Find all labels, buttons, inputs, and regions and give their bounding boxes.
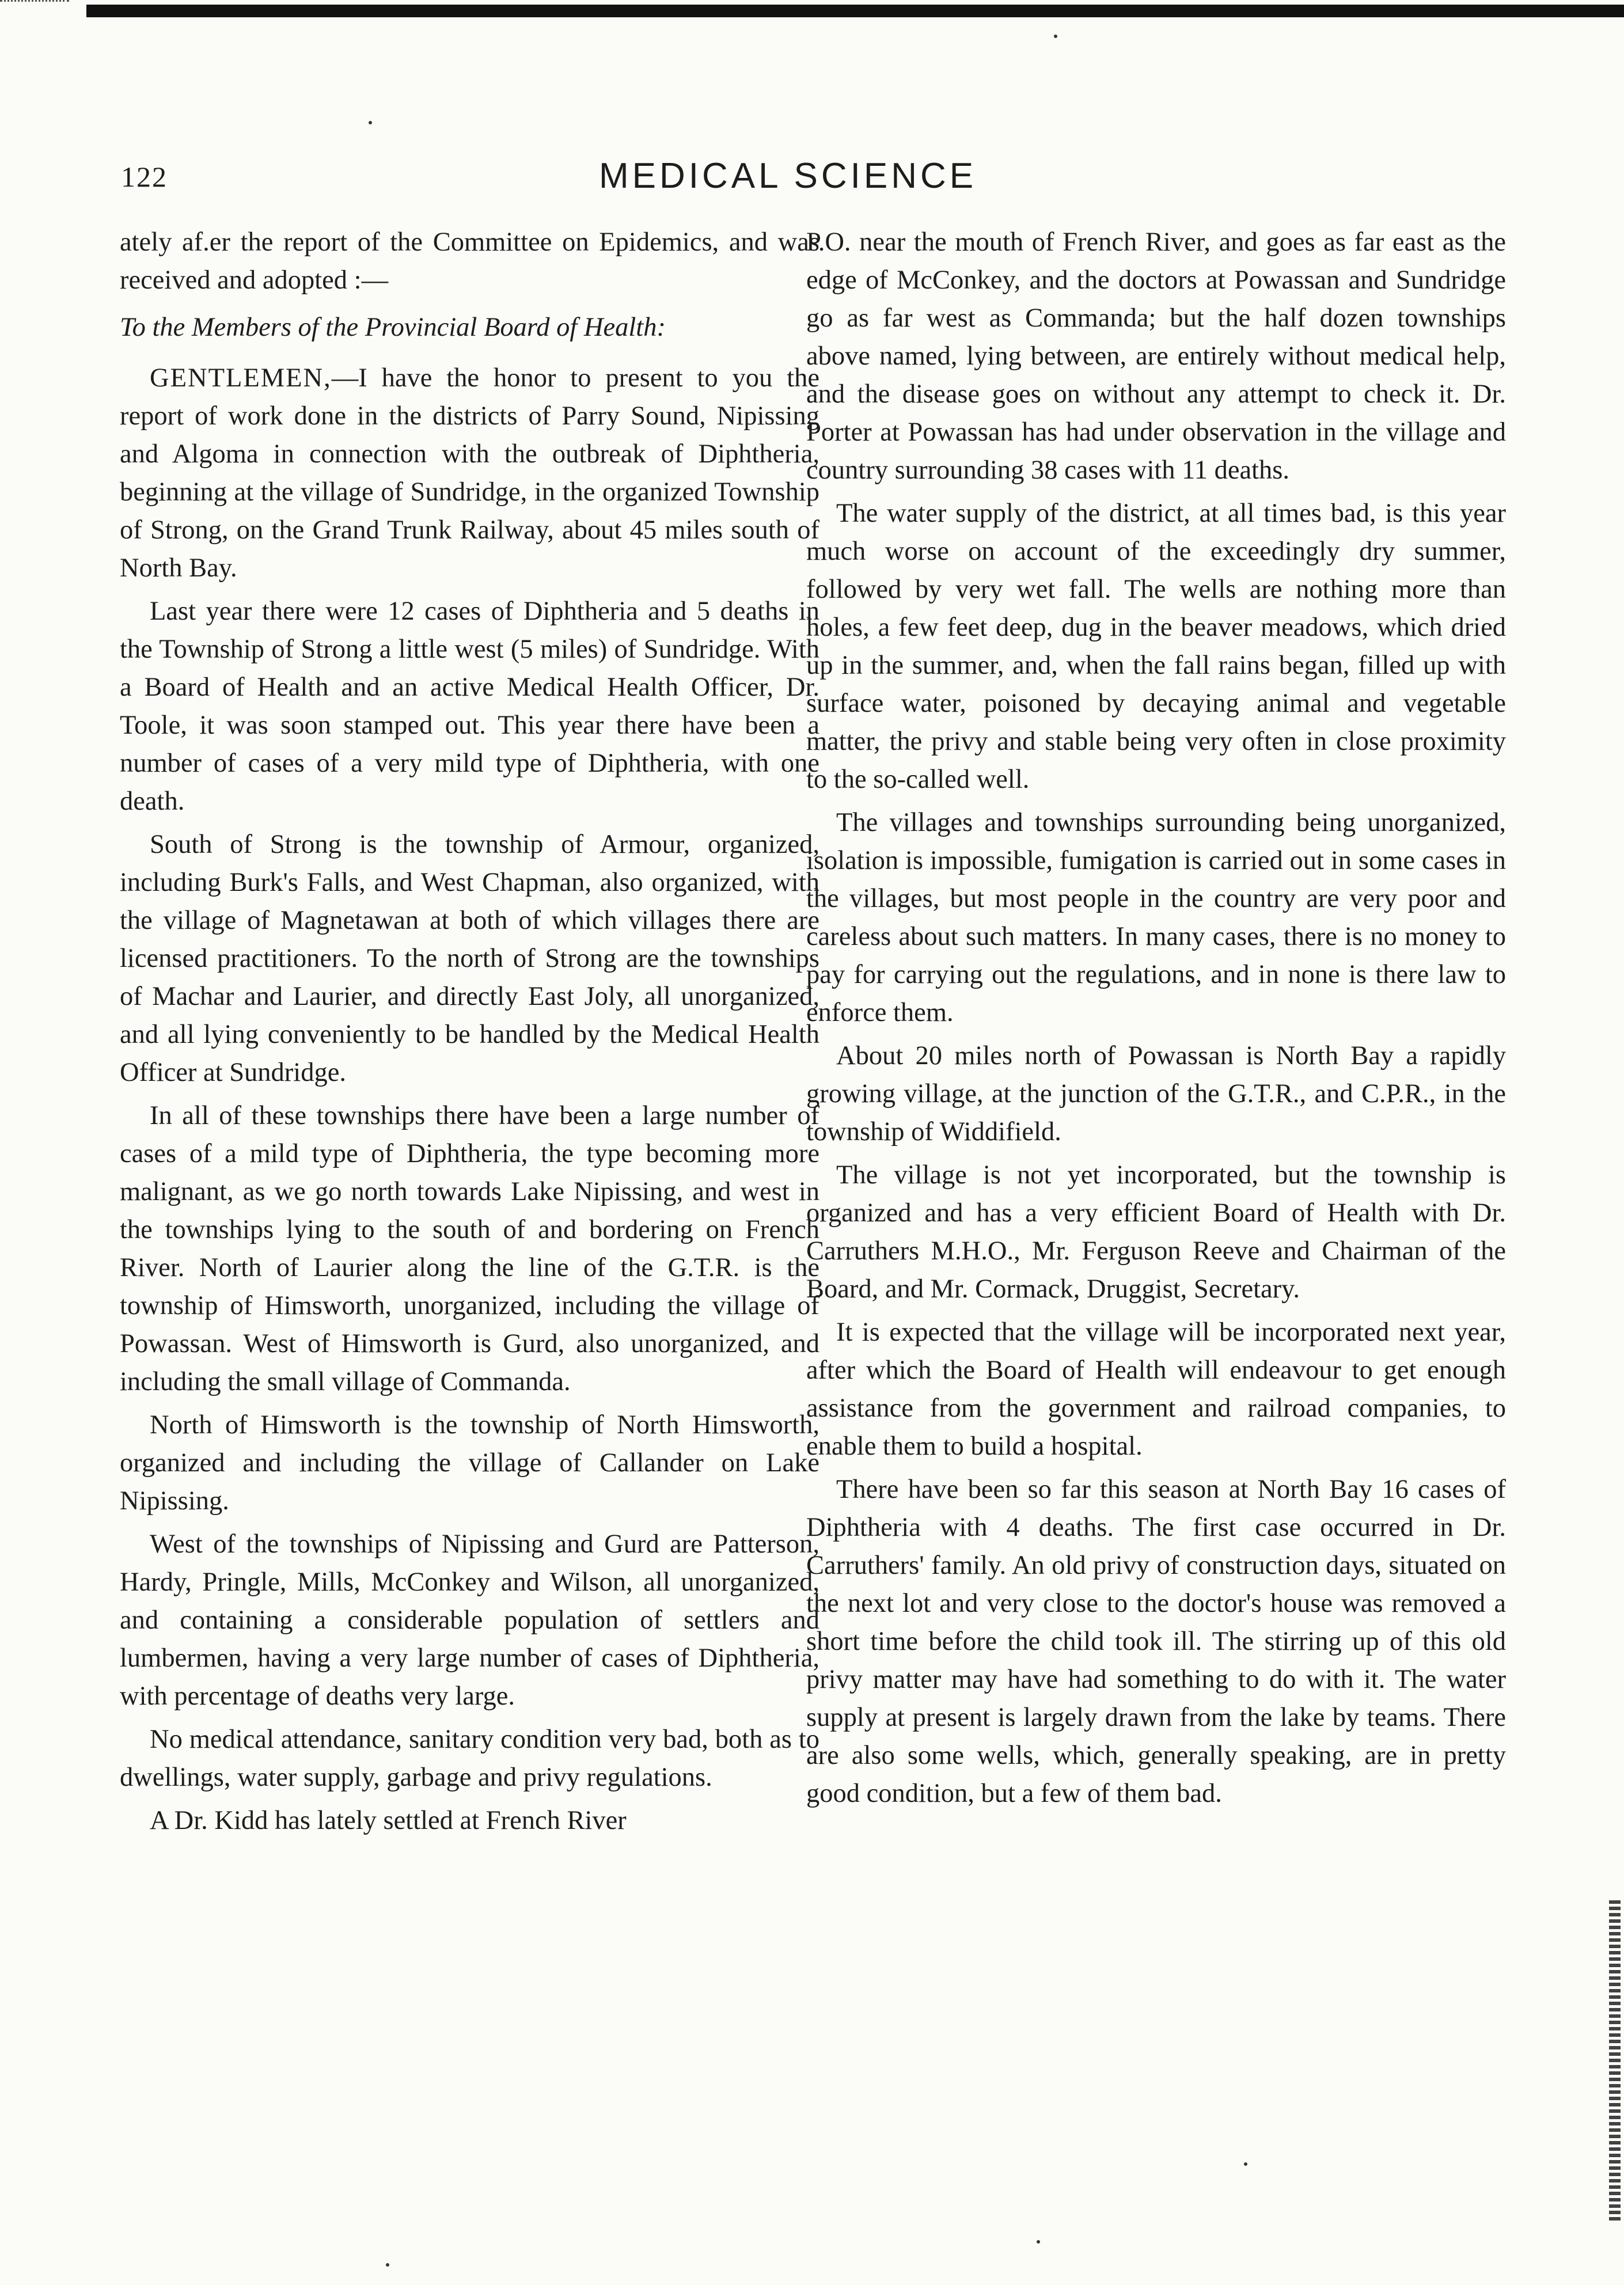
paragraph: The village is not yet incorporated, but the township is organized and has a very efficient Board of Health with Dr. Carruthers M.H.O., Mr. Ferguson Reeve and Chairman of the Board, and Mr. Cormack, Druggist, Secretary. bbox=[806, 1160, 1506, 1304]
paragraph: The villages and townships surrounding being unorganized, isolation is impossible, fumigation is carried out in some cases in the villages, but most people in the country are very poor and careless about such matters. In many cases, there is no money to pay for carrying out the regulations, and in none is there law to enforce them. bbox=[806, 808, 1506, 1027]
paragraph: There have been so far this season at North Bay 16 cases of Diphtheria with 4 deaths. The first case occurred in Dr. Carruthers' family. An old privy of construction days, situated on the next lot and very close to the doctor's house was removed a short time before the child took ill. The stirring up of this old privy matter may have had something to do with it. The water supply at present is largely drawn from the lake by teams. There are also some wells, which, generally speaking, are in pretty good condition, but a few of them bad. bbox=[806, 1475, 1506, 1808]
paragraph: North of Himsworth is the township of North Himsworth, organized and including the village of Callander on Lake Nipissing. bbox=[120, 1410, 819, 1516]
paragraph: A Dr. Kidd has lately settled at French River bbox=[150, 1806, 627, 1835]
speck bbox=[369, 121, 372, 124]
speck bbox=[386, 2263, 389, 2267]
left-column bbox=[120, 223, 819, 1845]
page-edge-artifact bbox=[1609, 1900, 1621, 2223]
scan-artifact bbox=[0, 0, 69, 36]
paragraph: About 20 miles north of Powassan is North Bay a rapidly growing village, at the junction of the G.T.R., and C.P.R., in the township of Widdifield. bbox=[806, 1041, 1506, 1147]
paragraph-text: —I have the honor to present to you the report of work done in the districts of Parry Sound, Nipissing and Algoma in connection with the outbreak of Diphtheria, beginning at the village of Sundridge, in the organized Township of Strong, on the Grand Trunk Railway, about 45 miles south of North Bay. bbox=[120, 363, 819, 583]
paragraph: The water supply of the district, at all times bad, is this year much worse on account of the exceedingly dry summer, followed by very wet fall. The wells are nothing more than holes, a few feet deep, dug in the beaver meadows, which dried up in the summer, and, when the fall rains began, filled up with surface water, poisoned by decaying animal and vegetable matter, the privy and stable being very often in close proximity to the so-called well. bbox=[806, 499, 1506, 794]
salutation-word: GENTLEMEN, bbox=[150, 363, 332, 393]
speck bbox=[1244, 2162, 1247, 2166]
speck bbox=[1054, 35, 1057, 38]
salutation: To the Members of the Provincial Board of Health: bbox=[120, 313, 666, 342]
paragraph: It is expected that the village will be incorporated next year, after which the Board of Health will endeavour to get enough assistance from the government and railroad companies, to enable them to build a hospital. bbox=[806, 1318, 1506, 1461]
top-rule bbox=[86, 5, 1624, 17]
right-column bbox=[806, 223, 1506, 1818]
page-number: 122 bbox=[121, 161, 168, 193]
paragraph: No medical attendance, sanitary condition very bad, both as to dwellings, water supply, garbage and privy regulations. bbox=[120, 1725, 819, 1792]
speck bbox=[1037, 2240, 1040, 2244]
paragraph bbox=[120, 359, 819, 587]
paragraph: In all of these townships there have been a large number of cases of a mild type of Diphtheria, the type becoming more malignant, as we go north towards Lake Nipissing, and west in the townships lying to the south of and bordering on French River. North of Laurier along the line of the G.T.R. is the township of Himsworth, unorganized, including the village of Powassan. West of Himsworth is Gurd, also unorganized, and including the small village of Commanda. bbox=[120, 1101, 819, 1396]
page-header bbox=[121, 155, 1561, 196]
paragraph: P.O. near the mouth of French River, and goes as far east as the edge of McConkey, and the doctors at Powassan and Sundridge go as far west as Commanda; but the half dozen townships above named, lying between, are entirely without medical help, and the disease goes on without any attempt to check it. Dr. Porter at Powassan has had under observation in the village and country surrounding 38 cases with 11 deaths. bbox=[806, 227, 1506, 485]
paragraph: West of the townships of Nipissing and Gurd are Patterson, Hardy, Pringle, Mills, McConkey and Wilson, all unorganized, and containing a considerable population of settlers and lumbermen, having a very large number of cases of Diphtheria, with percentage of deaths very large. bbox=[120, 1529, 819, 1711]
paragraph: South of Strong is the township of Armour, organized, including Burk's Falls, and West Chapman, also organized, with the village of Magnetawan at both of which villages there are licensed practitioners. To the north of Strong are the townships of Machar and Laurier, and directly East Joly, all unorganized, and all lying conveniently to be handled by the Medical Health Officer at Sundridge. bbox=[120, 830, 819, 1087]
paragraph: Last year there were 12 cases of Diphtheria and 5 deaths in the Township of Strong a little west (5 miles) of Sundridge. With a Board of Health and an active Medical Health Officer, Dr. Toole, it was soon stamped out. This year there have been a number of cases of a very mild type of Diphtheria, with one death. bbox=[120, 597, 819, 816]
running-head: MEDICAL SCIENCE bbox=[599, 156, 977, 196]
paragraph: ately af.er the report of the Committee on Epidemics, and was received and adopted :— bbox=[120, 227, 819, 295]
